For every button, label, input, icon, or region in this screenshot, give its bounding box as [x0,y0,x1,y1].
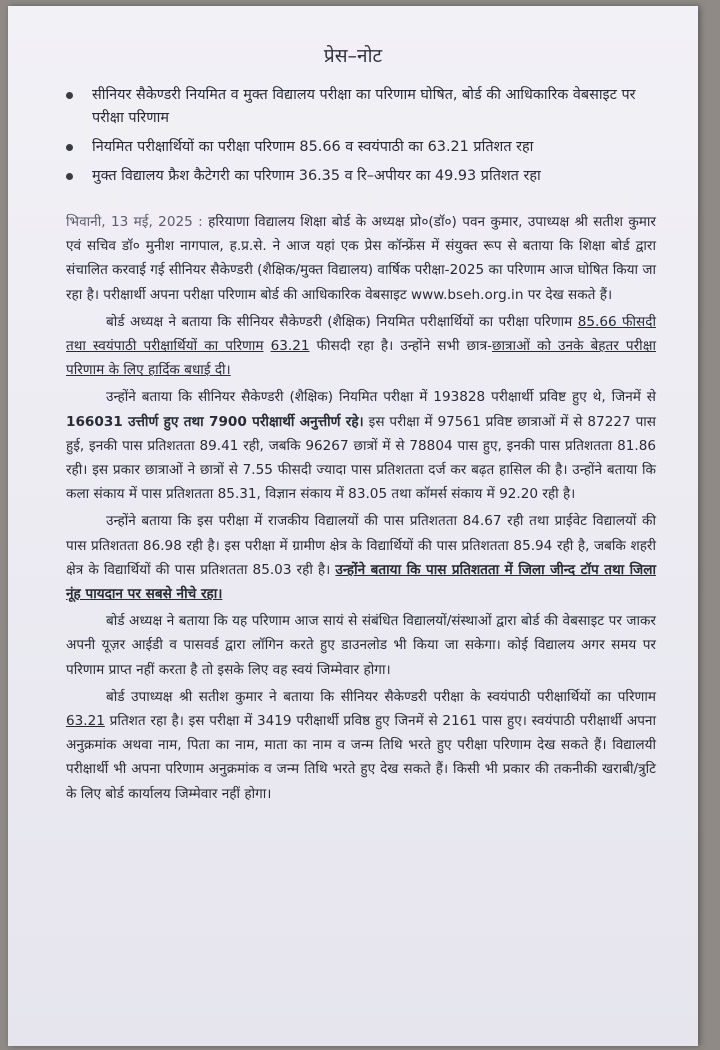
page-title: प्रेस–नोट [323,45,383,67]
highlight-text: नियमित परीक्षार्थियों का परीक्षा परिणाम 85.66 व स्वयंपाठी का 63.21 प्रतिशत रहा [92,139,534,155]
highlights-list [66,84,646,194]
district-ranking: उन्होंने बताया कि पास प्रतिशतता में जिला जीन्द टॉप तथा जिला नूंह पायदान पर सबसे नीचे रहा। [66,561,657,603]
paragraph-statistics: उन्होंने बताया कि सीनियर सैकेण्डरी (शैक्षिक) नियमित परीक्षा में 193828 परीक्षार्थी प्रविष्ट हुए थे, जिनमें से 166031 उत्तीर्ण हुए तथा 7900 परीक्षार्थी अनुत्तीर्ण रहे। इस परीक्षा में 97561 प्रविष्ट छात्राओं में से 87227 पास हुई, इनकी पास प्रतिशतता 89.41 रही, जबकि 96267 छात्रों में से 78804 पास हुए, इनकी पास प्रतिशतता 81.86 रही। इस प्रकार छात्राओं ने छात्रों से 7.55 फीसदी ज्यादा पास प्रतिशतता दर्ज कर बढ़त हासिल की है। उन्होंने बताया कि कला संकाय में पास प्रतिशतता 85.31, विज्ञान संकाय में 83.05 तथा कॉमर्स संकाय में 92.20 रही है। [66,389,656,503]
dateline: भिवानी, 13 मई, 2025 : [66,214,203,230]
paragraph-school-stats: उन्होंने बताया कि इस परीक्षा में राजकीय विद्यालयों की पास प्रतिशतता 84.67 रही तथा प्राईवेट विद्यालयों की पास प्रतिशतता 86.98 रही है। इस परीक्षा में ग्रामीण क्षेत्र के विद्यार्थियों की पास प्रतिशतता 85.94 रही है, जबकि शहरी क्षेत्र के विद्यार्थियों की पास प्रतिशतता 85.03 रही है। उन्होंने बताया कि पास प्रतिशतता में जिला जीन्द टॉप तथा जिला नूंह पायदान पर सबसे नीचे रहा। [66,513,657,603]
highlight-item [66,165,646,188]
highlight-text: मुक्त विद्यालय फ्रैश कैटेगरी का परिणाम 36.35 व रि–अपीयर का 49.93 प्रतिशत रहा [92,168,541,184]
private-result-percent: 63.21 [66,713,105,730]
paragraph-download: बोर्ड अध्यक्ष ने बताया कि यह परिणाम आज सायं से संबंधित विद्यालयों/संस्थाओं द्वारा बोर्ड की वेबसाइट पर जाकर अपनी यूज़र आईडी व पासवर्ड द्वारा लॉगिन करते हुए डाउनलोड भी किया जा सकेगा। कोई विद्यालय अगर समय पर परिणाम प्राप्त नहीं करता है तो इसके लिए वह स्वयं जिम्मेवार होगा। [66,613,656,678]
highlight-item [66,84,646,130]
congrats-text: छात्राओं को उनके बेहतर परीक्षा परिणाम के लिए हार्दिक बधाई दी। [66,338,656,379]
pass-fail-bold: 166031 उत्तीर्ण हुए तथा 7900 परीक्षार्थी अनुत्तीर्ण रहे। [66,413,364,430]
press-note-page [8,6,698,1046]
results-underlined: 85.66 फीसदी तथा स्वयंपाठी परीक्षार्थियों का परिणाम [66,313,656,355]
press-note-body [66,210,656,809]
highlight-item [66,136,646,159]
paragraph-private-candidates: बोर्ड उपाध्यक्ष श्री सतीश कुमार ने बताया कि सीनियर सैकेण्डरी परीक्षा के स्वयंपाठी परीक्षार्थियों का परिणाम 63.21 प्रतिशत रहा है। इस परीक्षा में 3419 परीक्षार्थी प्रविष्ठ हुए जिनमें से 2161 पास हुए। स्वयंपाठी परीक्षार्थी अपना अनुक्रमांक अथवा नाम, पिता का नाम, माता का नाम व जन्म तिथि भरते हुए परीक्षा परिणाम देख सकते हैं। विद्यालयी परीक्षार्थी भी अपना परिणाम अनुक्रमांक व जन्म तिथि भरते हुए देख सकते हैं। किसी भी प्रकार की तकनीकी खराबी/त्रुटि के लिए बोर्ड कार्यालय जिम्मेवार नहीं होगा। [66,688,656,802]
paragraph-results: बोर्ड अध्यक्ष ने बताया कि सीनियर सैकेण्डरी (शैक्षिक) नियमित परीक्षार्थियों का परीक्षा परिणाम 85.66 फीसदी तथा स्वयंपाठी परीक्षार्थियों का परिणाम 63.21 फीसदी रहा है। उन्होंने सभी छात्र-छात्राओं को उनके बेहतर परीक्षा परिणाम के लिए हार्दिक बधाई दी। [66,313,656,379]
highlight-text: सीनियर सैकेण्डरी नियमित व मुक्त विद्यालय परीक्षा का परिणाम घोषित, बोर्ड की आधिकारिक वेबसाइट पर परीक्षा परिणाम [92,87,636,126]
bullet-icon [66,144,73,151]
paragraph-intro [66,210,656,307]
private-percent: 63.21 [270,338,310,355]
bullet-icon [66,173,73,180]
bullet-icon [66,92,73,99]
intro-text: हरियाणा विद्यालय शिक्षा बोर्ड के अध्यक्ष प्रो०(डॉ०) पवन कुमार, उपाध्यक्ष श्री सतीश कुमार एवं सचिव डॉ० मुनीश नागपाल, ह.प्र.से. ने आज यहां एक प्रेस कॉन्फ्रेंस में संयुक्त रूप से बताया कि शिक्षा बोर्ड द्वारा संचालित करवाई गई सीनियर सैकेण्डरी (शैक्षिक/मुक्त विद्यालय) वार्षिक परीक्षा-2025 का परिणाम आज घोषित किया जा रहा है। परीक्षार्थी अपना परीक्षा परिणाम बोर्ड की आधिकारिक वेबसाइट www.bseh.org.in पर देख सकते हैं। [66,214,656,303]
results-text: बोर्ड अध्यक्ष ने बताया कि सीनियर सैकेण्डरी (शैक्षिक) नियमित परीक्षार्थियों का परीक्षा परिणाम [106,313,578,330]
